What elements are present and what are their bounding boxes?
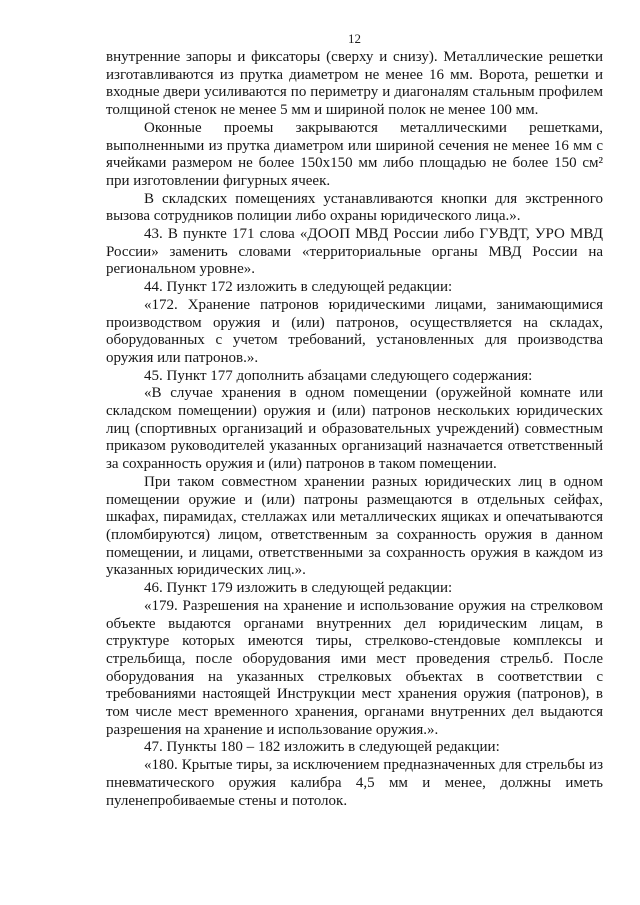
paragraph: «180. Крытые тиры, за исключением предназначенных для стрельбы из пневматического оружия калибра 4,5 мм и менее, должны иметь пуленепробиваемые стены и потолок.: [106, 757, 603, 809]
paragraph: Оконные проемы закрываются металлическими решетками, выполненными из прутка диаметром или шириной сечения не менее 16 мм с ячейками размером не более 150x150 мм либо площадью не более 150 см² при изготовлении фигурных ячеек.: [106, 119, 603, 189]
paragraph: 46. Пункт 179 изложить в следующей редакции:: [144, 580, 453, 597]
paragraph: 44. Пункт 172 изложить в следующей редакции:: [144, 279, 453, 296]
document-body: [106, 49, 603, 810]
paragraph: «172. Хранение патронов юридическими лицами, занимающимися производством оружия и (или) патронов, осуществляется на складах, оборудованных с учетом требований, установленных для производства оружия или патронов.».: [106, 296, 603, 366]
paragraph: 43. В пункте 171 слова «ДООП МВД России либо ГУВДТ, УРО МВД России» заменить словами «территориальные органы МВД России на региональном уровне».: [106, 226, 603, 278]
paragraph: внутренние запоры и фиксаторы (сверху и снизу). Металлические решетки изготавливаются из прутка диаметром не менее 16 мм. Ворота, решетки и входные двери усиливаются по периметру и диагоналям стальным профилем толщиной стенок не менее 5 мм и шириной полок не менее 100 мм.: [106, 49, 603, 119]
paragraph: 47. Пункты 180 – 182 изложить в следующей редакции:: [144, 739, 500, 756]
paragraph: При таком совместном хранении разных юридических лиц в одном помещении оружие и (или) патроны размещаются в отдельных сейфах, шкафах, пирамидах, стеллажах или металлических ящиках и опечатываются (пломбируются) лицом, ответственным за сохранность оружия в данном помещении, и лицами, ответственными за сохранность оружия в каждом из указанных юридических лиц.».: [106, 473, 603, 579]
paragraph: «В случае хранения в одном помещении (оружейной комнате или складском помещении) оружия и (или) патронов нескольких юридических лиц (спортивных организаций и образовательных учреждений) совместным приказом руководителей указанных организаций назначается ответственный за сохранность оружия и (или) патронов в таком помещении.: [106, 385, 603, 473]
paragraph: В складских помещениях устанавливаются кнопки для экстренного вызова сотрудников полиции либо охраны юридического лица.».: [106, 190, 603, 225]
page-number: 12: [348, 31, 361, 46]
paragraph: 45. Пункт 177 дополнить абзацами следующего содержания:: [144, 367, 533, 384]
paragraph: «179. Разрешения на хранение и использование оружия на стрелковом объекте выдаются органами внутренних дел юридическим лицам, в структуре которых имеются тиры, стрелково-стендовые комплексы и стрельбища, после оборудования ими мест проведения стрельб. После оборудования на указанных стрелковых объектах в соответствии с требованиями настоящей Инструкции мест хранения оружия (патронов), в том числе мест временного хранения, органами внутренних дел выдаются разрешения на хранение и использование оружия.».: [106, 597, 603, 738]
